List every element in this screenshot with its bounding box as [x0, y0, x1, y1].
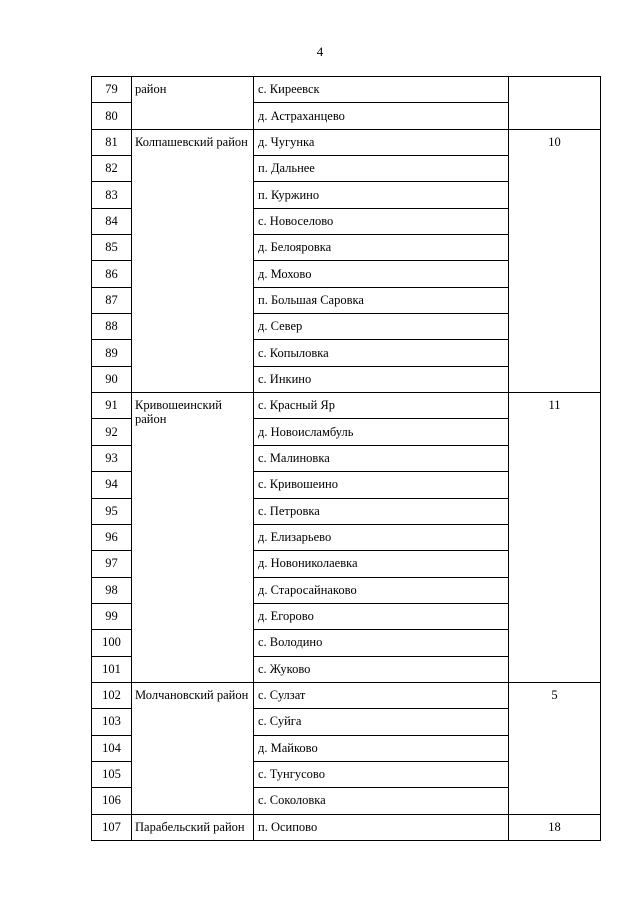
row-number: 88 [92, 314, 132, 340]
row-number: 106 [92, 788, 132, 814]
row-number: 82 [92, 156, 132, 182]
settlement-name: п. Осипово [254, 814, 509, 840]
row-number: 105 [92, 761, 132, 787]
row-number: 92 [92, 419, 132, 445]
table-row [92, 682, 601, 708]
settlement-name: д. Егорово [254, 603, 509, 629]
settlement-name: с. Жуково [254, 656, 509, 682]
settlement-name: с. Малиновка [254, 445, 509, 471]
row-number: 107 [92, 814, 132, 840]
settlement-name: д. Старосайнаково [254, 577, 509, 603]
settlement-name: д. Астраханцево [254, 103, 509, 129]
row-number: 102 [92, 682, 132, 708]
row-number: 79 [92, 77, 132, 103]
settlement-name: с. Суйга [254, 709, 509, 735]
settlement-name: с. Петровка [254, 498, 509, 524]
settlement-name: с. Новоселово [254, 208, 509, 234]
settlement-count: 11 [509, 393, 601, 683]
settlement-name: д. Мохово [254, 261, 509, 287]
settlements-table [91, 76, 601, 841]
row-number: 93 [92, 445, 132, 471]
row-number: 86 [92, 261, 132, 287]
row-number: 84 [92, 208, 132, 234]
row-number: 83 [92, 182, 132, 208]
settlement-count: 18 [509, 814, 601, 840]
district-name: Колпашевский район [132, 129, 254, 392]
row-number: 85 [92, 235, 132, 261]
row-number: 95 [92, 498, 132, 524]
district-name: Парабельский район [132, 814, 254, 840]
row-number: 89 [92, 340, 132, 366]
row-number: 104 [92, 735, 132, 761]
row-number: 99 [92, 603, 132, 629]
row-number: 100 [92, 630, 132, 656]
settlement-count [509, 77, 601, 130]
settlement-count: 5 [509, 682, 601, 814]
settlement-name: д. Майково [254, 735, 509, 761]
settlement-name: п. Большая Саровка [254, 287, 509, 313]
table-row [92, 393, 601, 419]
row-number: 91 [92, 393, 132, 419]
row-number: 98 [92, 577, 132, 603]
settlement-name: с. Володино [254, 630, 509, 656]
row-number: 103 [92, 709, 132, 735]
table-row [92, 129, 601, 155]
district-name: Молчановский район [132, 682, 254, 814]
district-name: район [132, 77, 254, 130]
row-number: 96 [92, 524, 132, 550]
district-name: Кривошеинский район [132, 393, 254, 683]
row-number: 94 [92, 472, 132, 498]
settlement-name: д. Новоисламбуль [254, 419, 509, 445]
settlement-name: д. Белояровка [254, 235, 509, 261]
row-number: 90 [92, 366, 132, 392]
settlement-name: п. Куржино [254, 182, 509, 208]
table-row [92, 814, 601, 840]
settlement-name: с. Тунгусово [254, 761, 509, 787]
settlement-name: с. Красный Яр [254, 393, 509, 419]
settlement-name: с. Киреевск [254, 77, 509, 103]
settlement-count: 10 [509, 129, 601, 392]
settlement-name: д. Новониколаевка [254, 551, 509, 577]
row-number: 81 [92, 129, 132, 155]
table-row [92, 77, 601, 103]
row-number: 97 [92, 551, 132, 577]
settlement-name: д. Север [254, 314, 509, 340]
settlement-name: с. Кривошеино [254, 472, 509, 498]
settlement-name: с. Сулзат [254, 682, 509, 708]
settlement-name: д. Чугунка [254, 129, 509, 155]
row-number: 80 [92, 103, 132, 129]
settlement-name: п. Дальнее [254, 156, 509, 182]
settlement-name: с. Инкино [254, 366, 509, 392]
page-number: 4 [316, 44, 324, 59]
settlement-name: д. Елизарьево [254, 524, 509, 550]
settlement-name: с. Копыловка [254, 340, 509, 366]
row-number: 101 [92, 656, 132, 682]
settlement-name: с. Соколовка [254, 788, 509, 814]
row-number: 87 [92, 287, 132, 313]
